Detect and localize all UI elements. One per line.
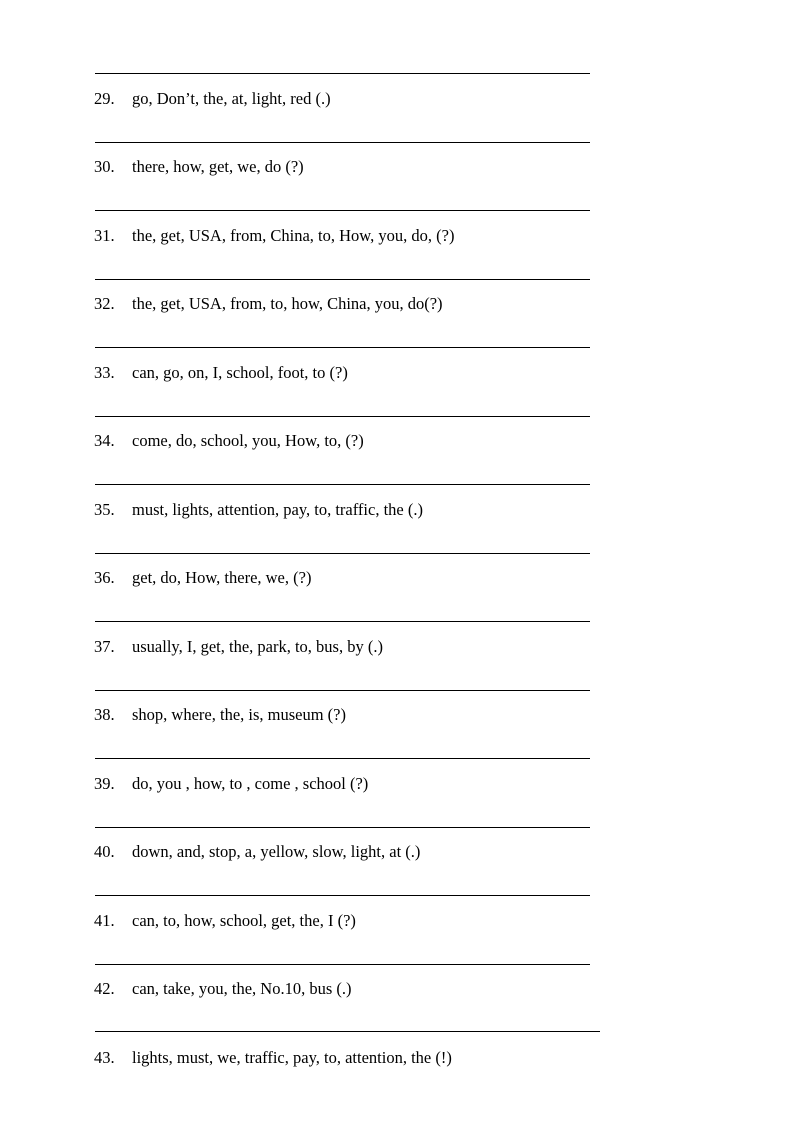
question-words: lights, must, we, traffic, pay, to, attention, the (!) [132, 1048, 452, 1067]
question-number: 34. [94, 431, 115, 450]
question-words: do, you , how, to , come , school (?) [132, 774, 369, 793]
question-29 [94, 89, 331, 109]
question-38 [94, 705, 346, 725]
question-number: 29. [94, 89, 115, 108]
question-words: can, to, how, school, get, the, I (?) [132, 911, 356, 930]
question-words: must, lights, attention, pay, to, traffic, the (.) [132, 500, 423, 519]
question-36 [94, 568, 311, 588]
answer-line-35 [95, 553, 590, 554]
question-words: there, how, get, we, do (?) [132, 157, 304, 176]
question-number: 43. [94, 1048, 115, 1067]
question-words: the, get, USA, from, to, how, China, you, do(?) [132, 294, 443, 313]
question-number: 30. [94, 157, 115, 176]
answer-line-41 [95, 964, 590, 965]
question-number: 31. [94, 226, 115, 245]
question-43 [94, 1048, 452, 1068]
answer-line-40 [95, 895, 590, 896]
answer-line-34 [95, 484, 590, 485]
question-number: 40. [94, 842, 115, 861]
question-number: 33. [94, 363, 115, 382]
question-words: can, go, on, I, school, foot, to (?) [132, 363, 348, 382]
question-number: 35. [94, 500, 115, 519]
question-words: the, get, USA, from, China, to, How, you, do, (?) [132, 226, 455, 245]
question-33 [94, 363, 348, 383]
question-words: come, do, school, you, How, to, (?) [132, 431, 364, 450]
answer-line-33 [95, 416, 590, 417]
question-31 [94, 226, 454, 246]
question-words: go, Don’t, the, at, light, red (.) [132, 89, 331, 108]
question-number: 42. [94, 979, 115, 998]
question-number: 37. [94, 637, 115, 656]
question-number: 38. [94, 705, 115, 724]
answer-line-32 [95, 347, 590, 348]
question-40 [94, 842, 420, 862]
question-words: get, do, How, there, we, (?) [132, 568, 312, 587]
question-41 [94, 911, 356, 931]
answer-line-42 [95, 1031, 600, 1032]
answer-line-37 [95, 690, 590, 691]
question-words: down, and, stop, a, yellow, slow, light, at (.) [132, 842, 421, 861]
answer-line-28 [95, 73, 590, 74]
question-words: shop, where, the, is, museum (?) [132, 705, 346, 724]
question-37 [94, 637, 383, 657]
answer-line-31 [95, 279, 590, 280]
question-39 [94, 774, 368, 794]
question-number: 41. [94, 911, 115, 930]
question-35 [94, 500, 423, 520]
question-34 [94, 431, 364, 451]
answer-line-39 [95, 827, 590, 828]
question-number: 36. [94, 568, 115, 587]
question-30 [94, 157, 304, 177]
question-42 [94, 979, 352, 999]
answer-line-38 [95, 758, 590, 759]
question-number: 39. [94, 774, 115, 793]
question-number: 32. [94, 294, 115, 313]
answer-line-36 [95, 621, 590, 622]
question-words: usually, I, get, the, park, to, bus, by (.) [132, 637, 383, 656]
question-32 [94, 294, 443, 314]
answer-line-30 [95, 210, 590, 211]
question-words: can, take, you, the, No.10, bus (.) [132, 979, 352, 998]
answer-line-29 [95, 142, 590, 143]
